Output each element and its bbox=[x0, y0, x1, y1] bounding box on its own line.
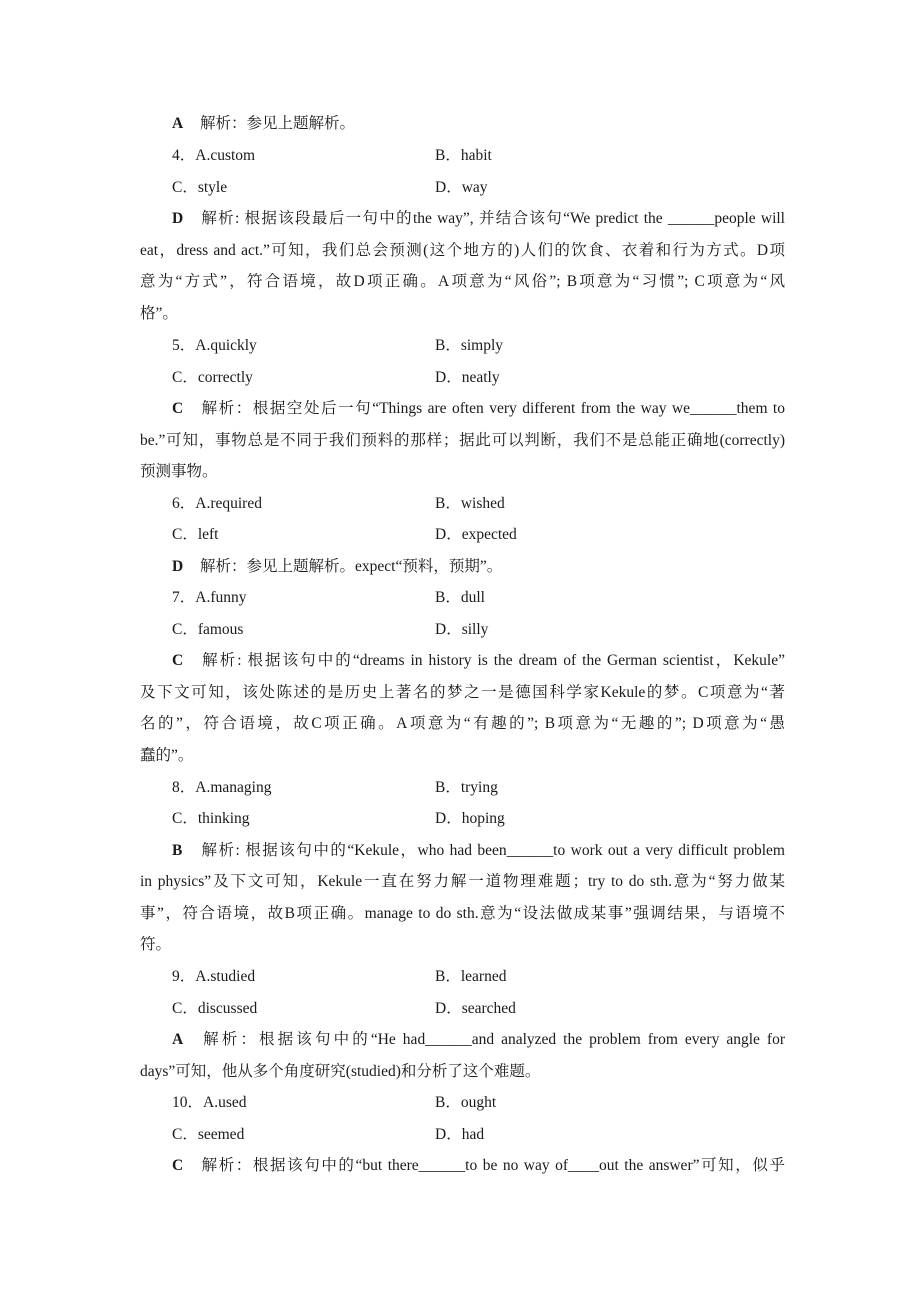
option-right: D．searched bbox=[435, 1000, 516, 1017]
option-right: B．wished bbox=[435, 495, 505, 512]
option-right: B．habit bbox=[435, 147, 492, 164]
answer-letter: A bbox=[172, 1031, 184, 1048]
option-left: 4．A.custom bbox=[172, 147, 256, 164]
explanation-text: 解析：根据该句中的“He had______and analyzed the problem from every angle for bbox=[200, 1031, 785, 1048]
explanation-line: 蠢的”。 bbox=[140, 747, 194, 764]
explanation-text: 解析：参见上题解析。expect“预料，预期”。 bbox=[200, 558, 503, 575]
explanation-line: 符。 bbox=[140, 936, 172, 953]
explanation-line bbox=[172, 1030, 785, 1050]
option-left: C．discussed bbox=[172, 1000, 258, 1017]
option-left: C．thinking bbox=[172, 810, 250, 827]
answer-letter: D bbox=[172, 210, 184, 227]
option-right: B．trying bbox=[435, 779, 498, 796]
explanation-line bbox=[172, 114, 785, 134]
option-row bbox=[172, 494, 785, 514]
explanation-line: 名的”，符合语境，故C项正确。A项意为“有趣的”; B项意为“无趣的”; D项意为“愚 bbox=[140, 715, 785, 732]
option-row bbox=[172, 778, 785, 798]
answer-letter: C bbox=[172, 400, 184, 417]
option-row bbox=[172, 1125, 785, 1145]
option-right: D．way bbox=[435, 179, 488, 196]
option-row bbox=[172, 588, 785, 608]
option-row bbox=[172, 336, 785, 356]
explanation-text: 解析: 根据该段最后一句中的the way”, 并结合该句“We predict the ______people will bbox=[200, 210, 785, 227]
option-right: B．learned bbox=[435, 968, 507, 985]
option-right: B．simply bbox=[435, 337, 504, 354]
explanation-text: 解析: 根据该句中的“Kekule，who had been______to work out a very difficult problem bbox=[200, 842, 785, 859]
option-right: D．expected bbox=[435, 526, 517, 543]
option-right: D．silly bbox=[435, 621, 489, 638]
answer-letter: B bbox=[172, 842, 183, 859]
option-row bbox=[172, 999, 785, 1019]
explanation-line: 预测事物。 bbox=[140, 463, 218, 480]
option-row bbox=[172, 967, 785, 987]
answer-letter: D bbox=[172, 558, 184, 575]
answer-letter: C bbox=[172, 652, 184, 669]
option-row bbox=[172, 1093, 785, 1113]
explanation-line bbox=[172, 1156, 785, 1176]
option-right: D．had bbox=[435, 1126, 485, 1143]
explanation-line: be.”可知，事物总是不同于我们预料的那样；据此可以判断，我们不是总能正确地(correctly) bbox=[140, 432, 785, 449]
explanation-line bbox=[172, 841, 785, 861]
option-row bbox=[172, 178, 785, 198]
option-row bbox=[172, 146, 785, 166]
option-right: D．hoping bbox=[435, 810, 505, 827]
answer-letter: C bbox=[172, 1157, 184, 1174]
option-row bbox=[172, 525, 785, 545]
explanation-line: in physics”及下文可知，Kekule一直在努力解一道物理难题；try to do sth.意为“努力做某 bbox=[140, 873, 785, 890]
option-row bbox=[172, 368, 785, 388]
explanation-text: 解析：参见上题解析。 bbox=[200, 115, 356, 132]
explanation-line bbox=[172, 209, 785, 229]
option-left: C．seemed bbox=[172, 1126, 245, 1143]
option-left: C．style bbox=[172, 179, 228, 196]
option-left: 5．A.quickly bbox=[172, 337, 257, 354]
option-left: C．left bbox=[172, 526, 219, 543]
explanation-line: days”可知，他从多个角度研究(studied)和分析了这个难题。 bbox=[140, 1063, 541, 1080]
explanation-text: 解析：根据空处后一句“Things are often very different from the way we______them to bbox=[200, 400, 785, 417]
option-left: 6．A.required bbox=[172, 495, 262, 512]
option-right: D．neatly bbox=[435, 369, 500, 386]
explanation-line bbox=[172, 557, 785, 577]
option-right: B．ought bbox=[435, 1094, 497, 1111]
option-left: 7．A.funny bbox=[172, 589, 247, 606]
option-left: C．famous bbox=[172, 621, 244, 638]
explanation-line bbox=[172, 399, 785, 419]
option-right: B．dull bbox=[435, 589, 485, 606]
explanation-line: eat，dress and act.”可知，我们总会预测(这个地方的)人们的饮食、衣着和行为方式。D项 bbox=[140, 242, 785, 259]
explanation-line: 事”，符合语境，故B项正确。manage to do sth.意为“设法做成某事”强调结果，与语境不 bbox=[140, 905, 785, 922]
option-left: 8．A.managing bbox=[172, 779, 272, 796]
explanation-line: 意为“方式”，符合语境，故D项正确。A项意为“风俗”; B项意为“习惯”; C项意为“风 bbox=[140, 273, 785, 290]
option-row bbox=[172, 809, 785, 829]
explanation-line bbox=[172, 651, 785, 671]
explanation-text: 解析：根据该句中的“but there______to be no way of____out the answer”可知，似乎 bbox=[200, 1157, 785, 1174]
option-left: 10．A.used bbox=[172, 1094, 247, 1111]
option-left: C．correctly bbox=[172, 369, 253, 386]
explanation-line: 格”。 bbox=[140, 305, 178, 322]
option-row bbox=[172, 620, 785, 640]
explanation-text: 解析: 根据该句中的“dreams in history is the dream of the German scientist，Kekule” bbox=[200, 652, 785, 669]
answer-letter: A bbox=[172, 115, 184, 132]
explanation-line: 及下文可知，该处陈述的是历史上著名的梦之一是德国科学家Kekule的梦。C项意为“著 bbox=[140, 684, 785, 701]
option-left: 9．A.studied bbox=[172, 968, 256, 985]
